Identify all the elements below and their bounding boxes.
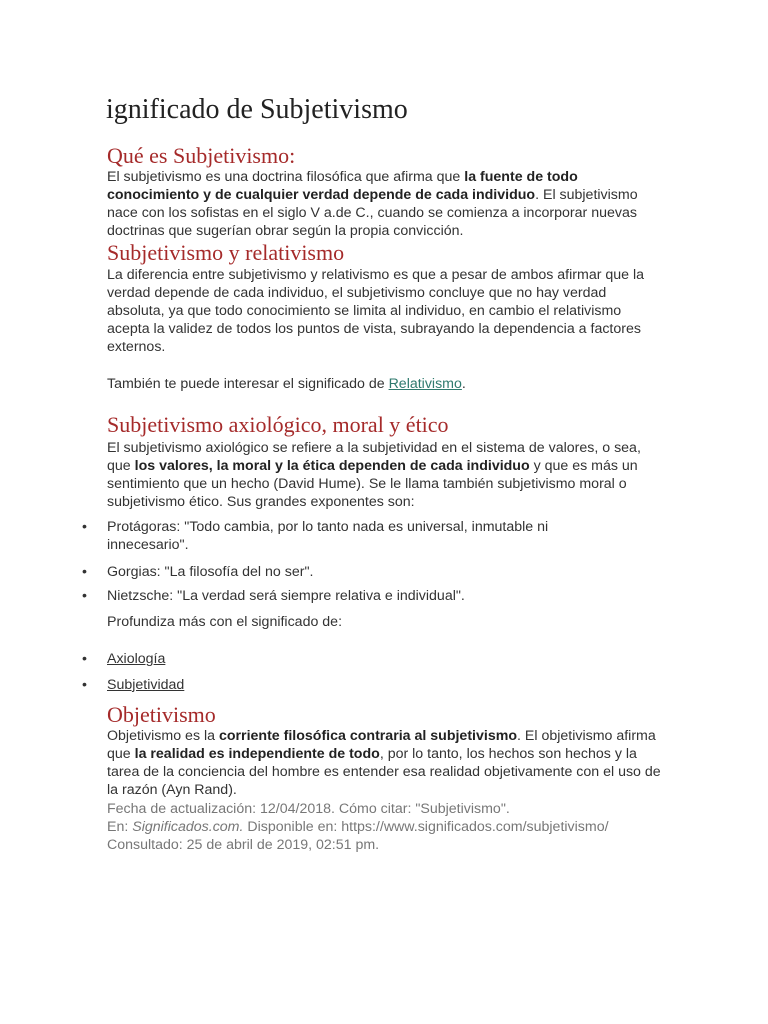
citation-date: Fecha de actualización: 12/04/2018. Cómo citar: "Subjetivismo". [107, 801, 510, 817]
heading-relativismo: Subjetivismo y relativismo [107, 240, 345, 265]
text-span: . El subjetivismo nace con los sofistas en el siglo V a.de C., cuando se comienza a incorporar nuevas doctrinas que sugerían obrar según la propia convicción. [107, 187, 638, 239]
paragraph-relativismo: La diferencia entre subjetivismo y relativismo es que a pesar de ambos afirmar que la verdad depende de cada individuo, el subjetivismo concluye que no hay verdad absoluta, ya que todo conocimiento se limita al individuo, en cambio el relativismo acepta la validez de todos los puntos de vista, subrayando la dependencia a factores externos. [107, 267, 645, 355]
list-item-text: Protágoras: "Todo cambia, por lo tanto nada es universal, inmutable ni innecesario". [107, 519, 549, 553]
text-span: . [461, 376, 466, 392]
bullet-icon: • [82, 588, 87, 604]
text-span: , por lo tanto, los hechos son hechos y la tarea de la conciencia del hombre es entender esa realidad objetivamente con el uso de la razón (Ayn Rand). [107, 746, 661, 798]
citation-block [107, 800, 667, 854]
bullet-icon: • [82, 677, 87, 693]
bold-text: corriente filosófica contraria al subjetivismo [218, 728, 517, 744]
text-span: Objetivismo es la [107, 728, 219, 744]
bold-text: la realidad es independiente de todo [134, 746, 380, 762]
paragraph-objetivismo [107, 727, 667, 799]
list-item-text: Gorgias: "La filosofía del no ser". [107, 564, 314, 580]
link-relativismo[interactable]: Relativismo [388, 376, 462, 392]
citation-consulted: Consultado: 25 de abril de 2019, 02:51 pm. [107, 837, 380, 853]
text-span: En: [107, 819, 133, 835]
text-span: El subjetivismo es una doctrina filosófica que afirma que [107, 169, 465, 185]
paragraph-axiologico [107, 439, 667, 511]
link-subjetividad[interactable]: Subjetividad [107, 677, 185, 693]
text-span: El subjetivismo axiológico se refiere a la subjetividad en el sistema de valores, o sea, que [107, 440, 641, 474]
bold-text: los valores, la moral y la ética dependen de cada individuo [134, 458, 530, 474]
citation-url: Disponible en: https://www.significados.com/subjetivismo/ [243, 819, 609, 835]
list-item-text: Nietzsche: "La verdad será siempre relativa e individual". [107, 588, 465, 604]
heading-axiologico: Subjetivismo axiológico, moral y ético [107, 412, 449, 437]
page-title: ignificado de Subjetivismo [106, 94, 408, 125]
text-span: También te puede interesar el significado de [107, 376, 389, 392]
source-name: Significados.com. [132, 819, 244, 835]
bullet-icon: • [82, 651, 87, 667]
citation-source [107, 818, 667, 836]
bullet-icon: • [82, 564, 87, 580]
text-span: . El objetivismo afirma que [107, 728, 656, 762]
heading-que-es: Qué es Subjetivismo: [107, 143, 296, 168]
paragraph-profundiza: Profundiza más con el significado de: [107, 614, 343, 630]
link-axiologia[interactable]: Axiología [107, 651, 166, 667]
heading-objetivismo: Objetivismo [107, 702, 216, 727]
bullet-icon: • [82, 519, 87, 535]
paragraph-que-es [107, 168, 667, 240]
bold-text: la fuente de todo conocimiento y de cualquier verdad depende de cada individuo [107, 169, 578, 203]
paragraph-see-also [107, 375, 667, 393]
text-span: y que es más un sentimiento que un hecho (David Hume). Se le llama también subjetivismo moral o subjetivismo ético. Sus grandes exponentes son: [107, 458, 638, 510]
